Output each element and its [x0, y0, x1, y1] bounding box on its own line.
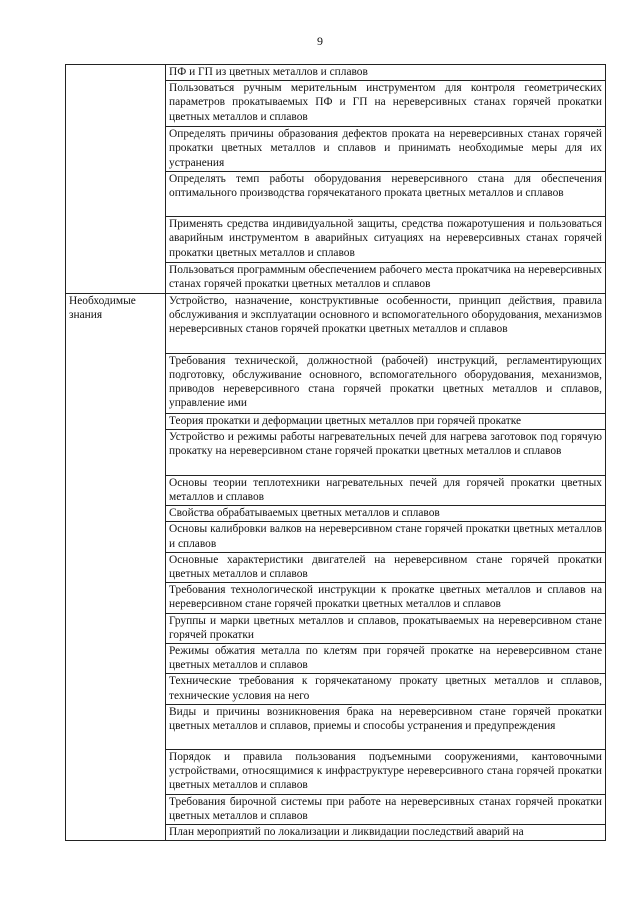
description-text: Основы калибровки валков на нереверсивном стане горячей прокатки цветных металлов и сплавов: [169, 523, 602, 550]
description-cell: [166, 552, 606, 582]
description-text: Устройство, назначение, конструктивные особенности, принцип действия, правила обслуживания и эксплуатации основного и вспомогательного оборудования, механизмов нереверсивных станов горячей прокатки цветных металлов и сплавов: [169, 294, 602, 336]
description-cell: [166, 172, 606, 217]
requirements-table: [65, 64, 606, 841]
description-cell: [166, 429, 606, 475]
description-cell: [166, 825, 606, 841]
description-text: План мероприятий по локализации и ликвидации последствий аварий на: [169, 826, 524, 839]
description-text: Устройство и режимы работы нагревательных печей для нагрева заготовок под горячую прокатку на нереверсивном стане горячей прокатки цветных металлов и сплавов: [169, 430, 602, 458]
category-cell: [66, 293, 166, 841]
description-cell: [166, 522, 606, 552]
description-text: Пользоваться ручным мерительным инструментом для контроля геометрических параметров прокатываемых ПФ и ГП на нереверсивных станах горячей прокатки цветных металлов и сплавов: [169, 82, 602, 123]
category-cell: [66, 65, 166, 294]
description-text: Свойства обрабатываемых цветных металлов и сплавов: [169, 507, 440, 520]
table-row: [66, 293, 606, 353]
description-cell: [166, 293, 606, 353]
description-cell: [166, 263, 606, 293]
description-text: Виды и причины возникновения брака на нереверсивном стане горячей прокатки цветных металлов и сплавов, приемы и способы устранения и предупреждения: [169, 705, 602, 733]
description-text: Требования технической, должностной (рабочей) инструкций, регламентирующих подготовку, обслуживание основного, вспомогательного оборудования, механизмов, приводов нереверсивного стана горячей прокатки цветных металлов и сплавов, управление ими: [169, 354, 602, 410]
description-text: Пользоваться программным обеспечением рабочего места прокатчика на нереверсивных станах горячей прокатки цветных металлов и сплавов: [169, 264, 602, 291]
description-text: ПФ и ГП из цветных металлов и сплавов: [169, 66, 368, 78]
description-cell: [166, 794, 606, 824]
description-text: Требования технологической инструкции к прокатке цветных металлов и сплавов на нереверсивном стане горячей прокатки цветных металлов и сплавов: [169, 584, 602, 611]
description-text: Требования бирочной системы при работе на нереверсивных станах горячей прокатки цветных металлов и сплавов: [169, 795, 602, 823]
description-text: Применять средства индивидуальной защиты, средства пожаротушения и пользоваться аварийным инструментом в аварийных ситуациях на нереверсивных станах горячей прокатки цветных металлов и сплавов: [169, 218, 602, 259]
description-cell: [166, 506, 606, 522]
description-text: Теория прокатки и деформации цветных металлов при горячей прокатке: [169, 414, 522, 427]
description-cell: [166, 613, 606, 643]
description-cell: [166, 583, 606, 613]
description-cell: [166, 644, 606, 674]
description-cell: [166, 475, 606, 505]
description-cell: [166, 81, 606, 127]
description-text: Основные характеристики двигателей на нереверсивном стане горячей прокатки цветных металлов и сплавов: [169, 553, 602, 581]
description-text: Технические требования к горячекатаному прокату цветных металлов и сплавов, технические условия на него: [169, 675, 602, 702]
description-cell: [166, 65, 606, 81]
description-cell: [166, 413, 606, 429]
description-cell: [166, 704, 606, 749]
page-number: 9: [317, 34, 323, 48]
table-row: [66, 65, 606, 81]
description-cell: [166, 217, 606, 263]
description-cell: [166, 674, 606, 704]
category-label: Необходимые знания: [69, 294, 136, 321]
description-cell: [166, 127, 606, 172]
description-cell: [166, 353, 606, 413]
description-text: Режимы обжатия металла по клетям при горячей прокатке на нереверсивном стане цветных металлов и сплавов: [169, 645, 602, 672]
description-text: Группы и марки цветных металлов и сплавов, прокатываемых на нереверсивном стане горячей прокатки: [169, 614, 602, 641]
description-text: Определять темп работы оборудования нереверсивного стана для обеспечения оптимального производства горячекатаного проката цветных металлов и сплавов: [169, 173, 602, 200]
description-text: Основы теории теплотехники нагревательных печей для горячей прокатки цветных металлов и сплавов: [169, 476, 602, 504]
description-cell: [166, 749, 606, 794]
description-text: Порядок и правила пользования подъемными сооружениями, кантовочными устройствами, относящимися к инфраструктуре нереверсивного стана горячей прокатки цветных металлов и сплавов: [169, 750, 602, 792]
description-text: Определять причины образования дефектов проката на нереверсивных станах горячей прокатки цветных металлов и сплавов и принимать необходимые меры для их устранения: [169, 128, 602, 169]
